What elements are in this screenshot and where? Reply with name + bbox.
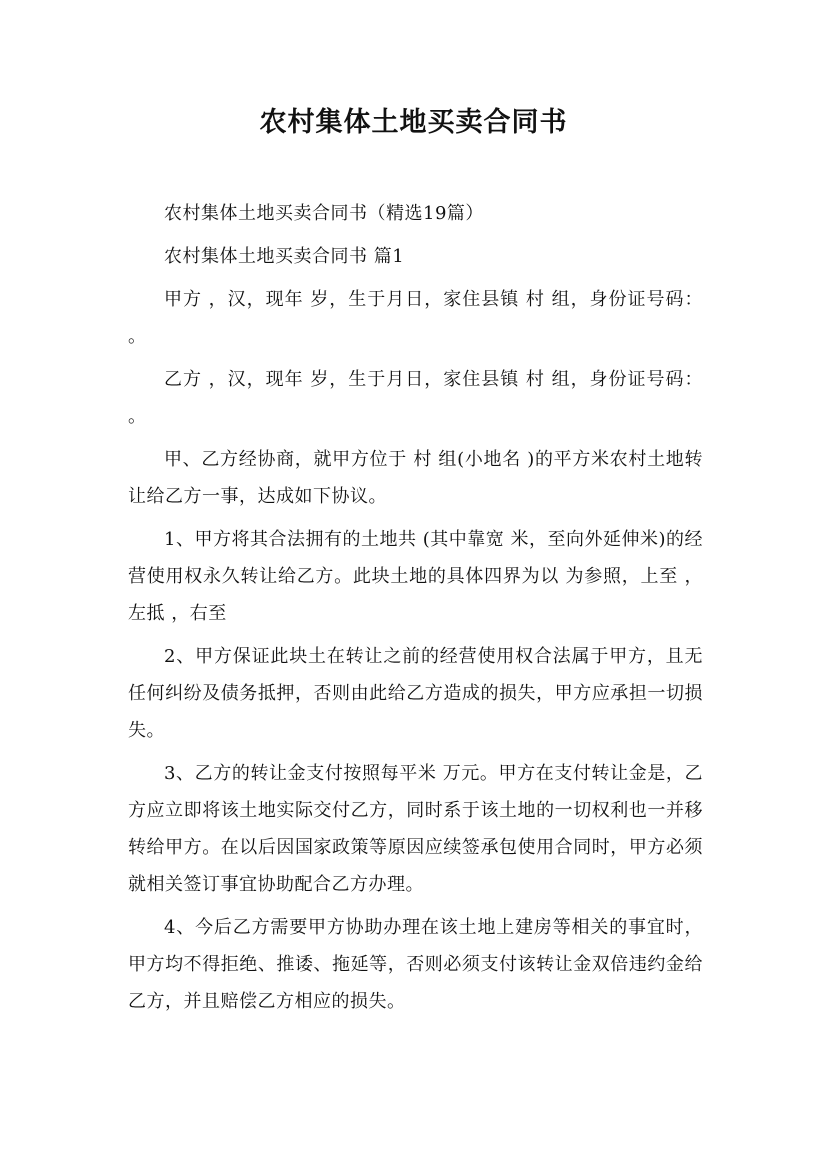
subtitle-paragraph: 农村集体土地买卖合同书（精选19篇）: [164, 203, 484, 224]
section-heading-paragraph: 农村集体土地买卖合同书 篇1: [164, 246, 405, 267]
clause-3-paragraph: 3、乙方的转让金支付按照每平米 万元。甲方在支付转让金是，乙方应立即将该土地实际交付乙方，同时系于该土地的一切权利也一并移转给甲方。在以后因国家政策等原因应续签承包使用合同时，甲方必须就相关签订事宜协助配合乙方办理。: [128, 763, 703, 895]
party-a-paragraph: 甲方 ，汉，现年 岁，生于月日，家住县镇 村 组，身份证号码： 。: [128, 289, 703, 347]
agreement-intro-paragraph: 甲、乙方经协商，就甲方位于 村 组(小地名 )的平方米农村土地转让给乙方一事，达成如下协议。: [128, 449, 703, 507]
clause-1-paragraph: 1、甲方将其合法拥有的土地共 (其中靠宽 米，至向外延伸米)的经营使用权永久转让给乙方。此块土地的具体四界为以 为参照，上至 ，左抵 ，右至: [128, 529, 703, 624]
clause-4-paragraph: 4、今后乙方需要甲方协助办理在该土地上建房等相关的事宜时，甲方均不得拒绝、推诿、拖延等，否则必须支付该转让金双倍违约金给乙方，并且赔偿乙方相应的损失。: [128, 917, 703, 1012]
document-title: 农村集体土地买卖合同书: [259, 107, 568, 138]
party-b-paragraph: 乙方 ，汉，现年 岁，生于月日，家住县镇 村 组，身份证号码： 。: [128, 369, 703, 427]
clause-2-paragraph: 2、甲方保证此块土在转让之前的经营使用权合法属于甲方，且无任何纠纷及债务抵押，否则由此给乙方造成的损失，甲方应承担一切损失。: [128, 646, 703, 741]
document-body: [128, 195, 703, 1026]
